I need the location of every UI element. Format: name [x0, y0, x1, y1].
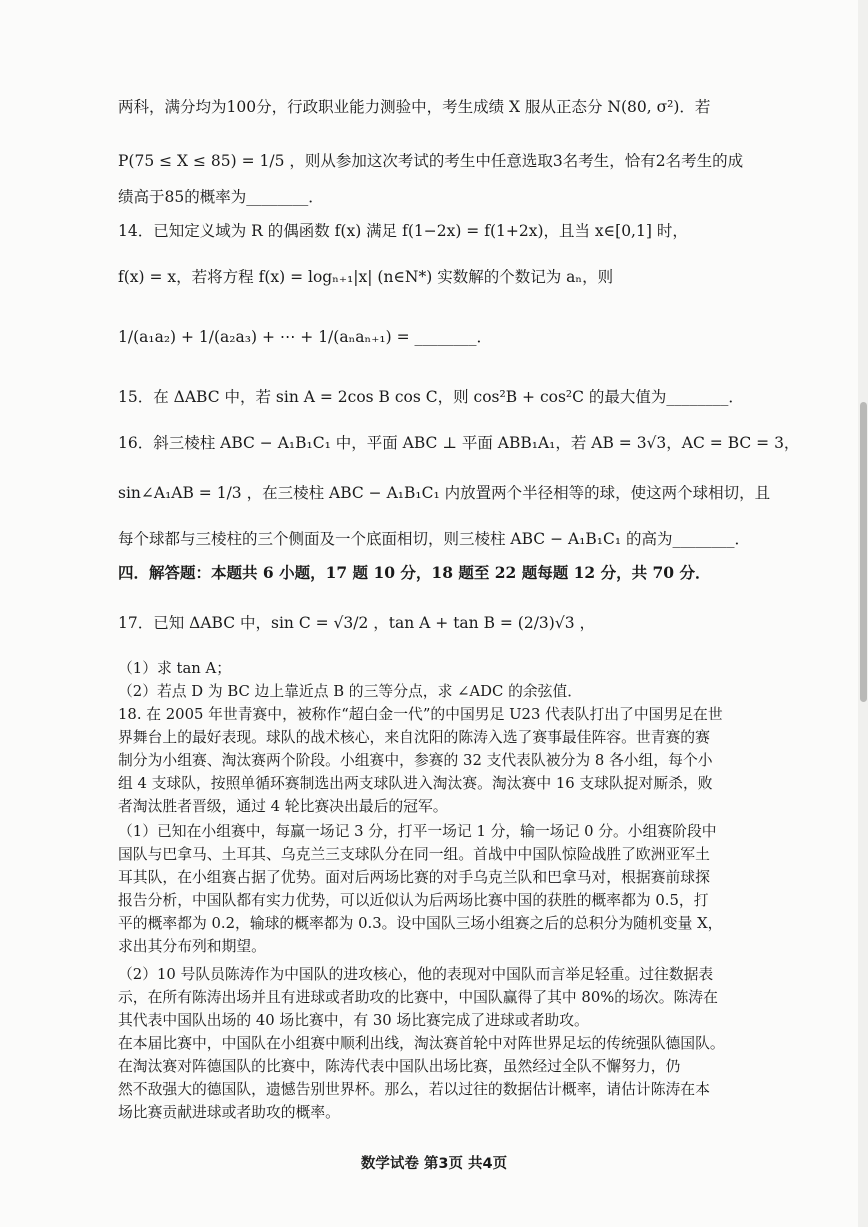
text-line: f(x) = x，若将方程 f(x) = logₙ₊₁|x| (n∈N*) 实数解的个数记为 aₙ，则 — [118, 268, 614, 286]
text-line: 1/(a₁a₂) + 1/(a₂a₃) + ⋯ + 1/(aₙaₙ₊₁) = ________． — [118, 328, 493, 346]
text-line: 每个球都与三棱柱的三个侧面及一个底面相切，则三棱柱 ABC − A₁B₁C₁ 的高为________． — [118, 530, 751, 548]
question-17: 17．已知 ΔABC 中，sin C = √3/2 ，tan A + tan B = (2/3)√3 ， — [118, 614, 596, 632]
scrollbar-thumb[interactable] — [860, 402, 867, 702]
scrollbar[interactable] — [858, 0, 868, 1227]
text-line: 制分为小组赛、淘汰赛两个阶段。小组赛中，参赛的 32 支代表队被分为 8 各小组，每个小 — [118, 752, 713, 769]
page-footer: 数学试卷 第3页 共4页 — [360, 1156, 508, 1172]
section-heading: 四．解答题：本题共 6 小题，17 题 10 分，18 题至 22 题每题 12 分，共 70 分． — [118, 563, 711, 582]
text-line: 平的概率都为 0.2，输球的概率都为 0.3。设中国队三场小组赛之后的总积分为随机变量 X， — [118, 915, 723, 932]
text-line: 示，在所有陈涛出场并且有进球或者助攻的比赛中，中国队赢得了其中 80%的场次。陈涛在 — [118, 989, 718, 1006]
text-line: 界舞台上的最好表现。球队的战术核心，来自沈阳的陈涛入选了赛事最佳阵容。世青赛的赛 — [118, 729, 710, 746]
text-line: 组 4 支球队，按照单循环赛制选出两支球队进入淘汰赛。淘汰赛中 16 支球队捉对厮杀，败 — [118, 775, 713, 792]
text-line: （1）求 tan A； — [118, 660, 231, 677]
text-line: 耳其队，在小组赛占据了优势。面对后两场比赛的对手乌克兰队和巴拿马对，根据赛前球探 — [118, 869, 710, 886]
text-line: 报告分析，中国队都有实力优势，可以近似认为后两场比赛中国的获胜的概率都为 0.5，打 — [118, 892, 709, 909]
text-line: 两科，满分均为100分，行政职业能力测验中，考生成绩 X 服从正态分 N(80, σ²)．若 — [118, 98, 711, 116]
text-line: 在淘汰赛对阵德国队的比赛中，陈涛代表中国队出场比赛，虽然经过全队不懈努力，仍 — [118, 1058, 681, 1075]
text-line: （2）若点 D 为 BC 边上靠近点 B 的三等分点，求 ∠ADC 的余弦值． — [118, 683, 583, 700]
text-line: 者淘汰胜者晋级，通过 4 轮比赛决出最后的冠军。 — [118, 798, 448, 815]
text-line: 国队与巴拿马、土耳其、乌克兰三支球队分在同一组。首战中中国队惊险战胜了欧洲亚军土 — [118, 846, 710, 863]
text-line: 求出其分布列和期望。 — [118, 938, 266, 955]
text-line: 绩高于85的概率为________． — [118, 188, 324, 206]
text-line: P(75 ≤ X ≤ 85) = 1/5 ，则从参加这次考试的考生中任意选取3名考生，恰有2名考生的成 — [118, 152, 744, 170]
text-line: 在本届比赛中，中国队在小组赛中顺利出线，淘汰赛首轮中对阵世界足坛的传统强队德国队。 — [118, 1035, 725, 1052]
question-18: 18. 在 2005 年世青赛中，被称作“超白金一代”的中国男足 U23 代表队打出了中国男足在世 — [118, 706, 723, 723]
text-line: 然不敌强大的德国队，遗憾告别世界杯。那么，若以过往的数据估计概率，请估计陈涛在本 — [118, 1081, 710, 1098]
question-16: 16．斜三棱柱 ABC − A₁B₁C₁ 中，平面 ABC ⊥ 平面 ABB₁A₁，若 AB = 3√3，AC = BC = 3， — [118, 434, 800, 452]
text-line: 场比赛贡献进球或者助攻的概率。 — [118, 1104, 340, 1121]
question-14: 14．已知定义域为 R 的偶函数 f(x) 满足 f(1−2x) = f(1+2x)，且当 x∈[0,1] 时， — [118, 222, 688, 240]
text-line: （2）10 号队员陈涛作为中国队的进攻核心，他的表现对中国队而言举足轻重。过往数据表 — [118, 966, 714, 983]
text-line: 其代表中国队出场的 40 场比赛中，有 30 场比赛完成了进球或者助攻。 — [118, 1012, 589, 1029]
text-line: sin∠A₁AB = 1/3 ，在三棱柱 ABC − A₁B₁C₁ 内放置两个半径相等的球，使这两个球相切，且 — [118, 484, 771, 502]
text-line: （1）已知在小组赛中，每赢一场记 3 分，打平一场记 1 分，输一场记 0 分。小组赛阶段中 — [118, 823, 717, 840]
question-15: 15．在 ΔABC 中，若 sin A = 2cos B cos C，则 cos²B + cos²C 的最大值为________． — [118, 388, 744, 406]
